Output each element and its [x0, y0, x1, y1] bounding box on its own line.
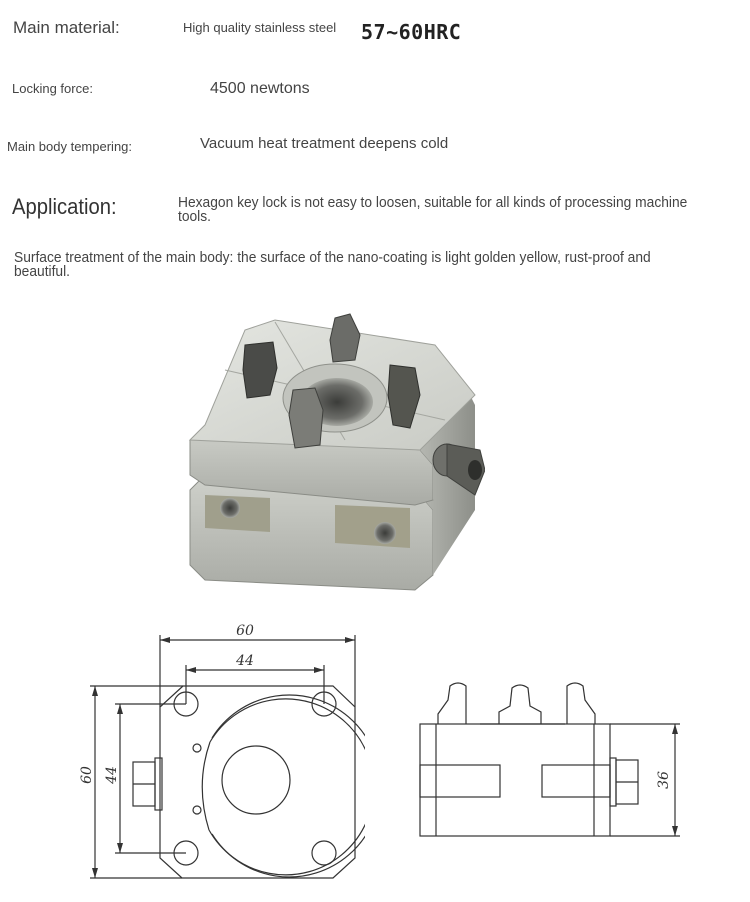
application-value: Hexagon key lock is not easy to loosen, suitable for all kinds of processing machine tools. [178, 194, 688, 225]
dim-height-holes: 44 [104, 766, 120, 784]
dim-width-outer: 60 [236, 623, 254, 639]
locking-force-value: 4500 newtons [210, 80, 310, 97]
tempering-label: Main body tempering: [7, 139, 133, 154]
tempering-value: Vacuum heat treatment deepens cold [200, 135, 449, 152]
top-view-drawing [75, 615, 365, 885]
dim-height-outer: 60 [79, 766, 95, 784]
locking-force-label: Locking force: [12, 81, 93, 96]
application-label: Application: [12, 194, 117, 219]
dim-height: 36 [656, 771, 672, 789]
main-material-label: Main material: [13, 18, 120, 37]
hardness-value: 57~60HRC [361, 20, 462, 44]
product-render [185, 310, 485, 600]
side-view-drawing [410, 670, 690, 845]
dim-width-holes: 44 [236, 653, 254, 669]
surface-treatment-text: Surface treatment of the main body: the surface of the nano-coating is light golden yellow, rust-proof and beautiful. [14, 249, 651, 280]
main-material-value: High quality stainless steel [183, 20, 337, 35]
